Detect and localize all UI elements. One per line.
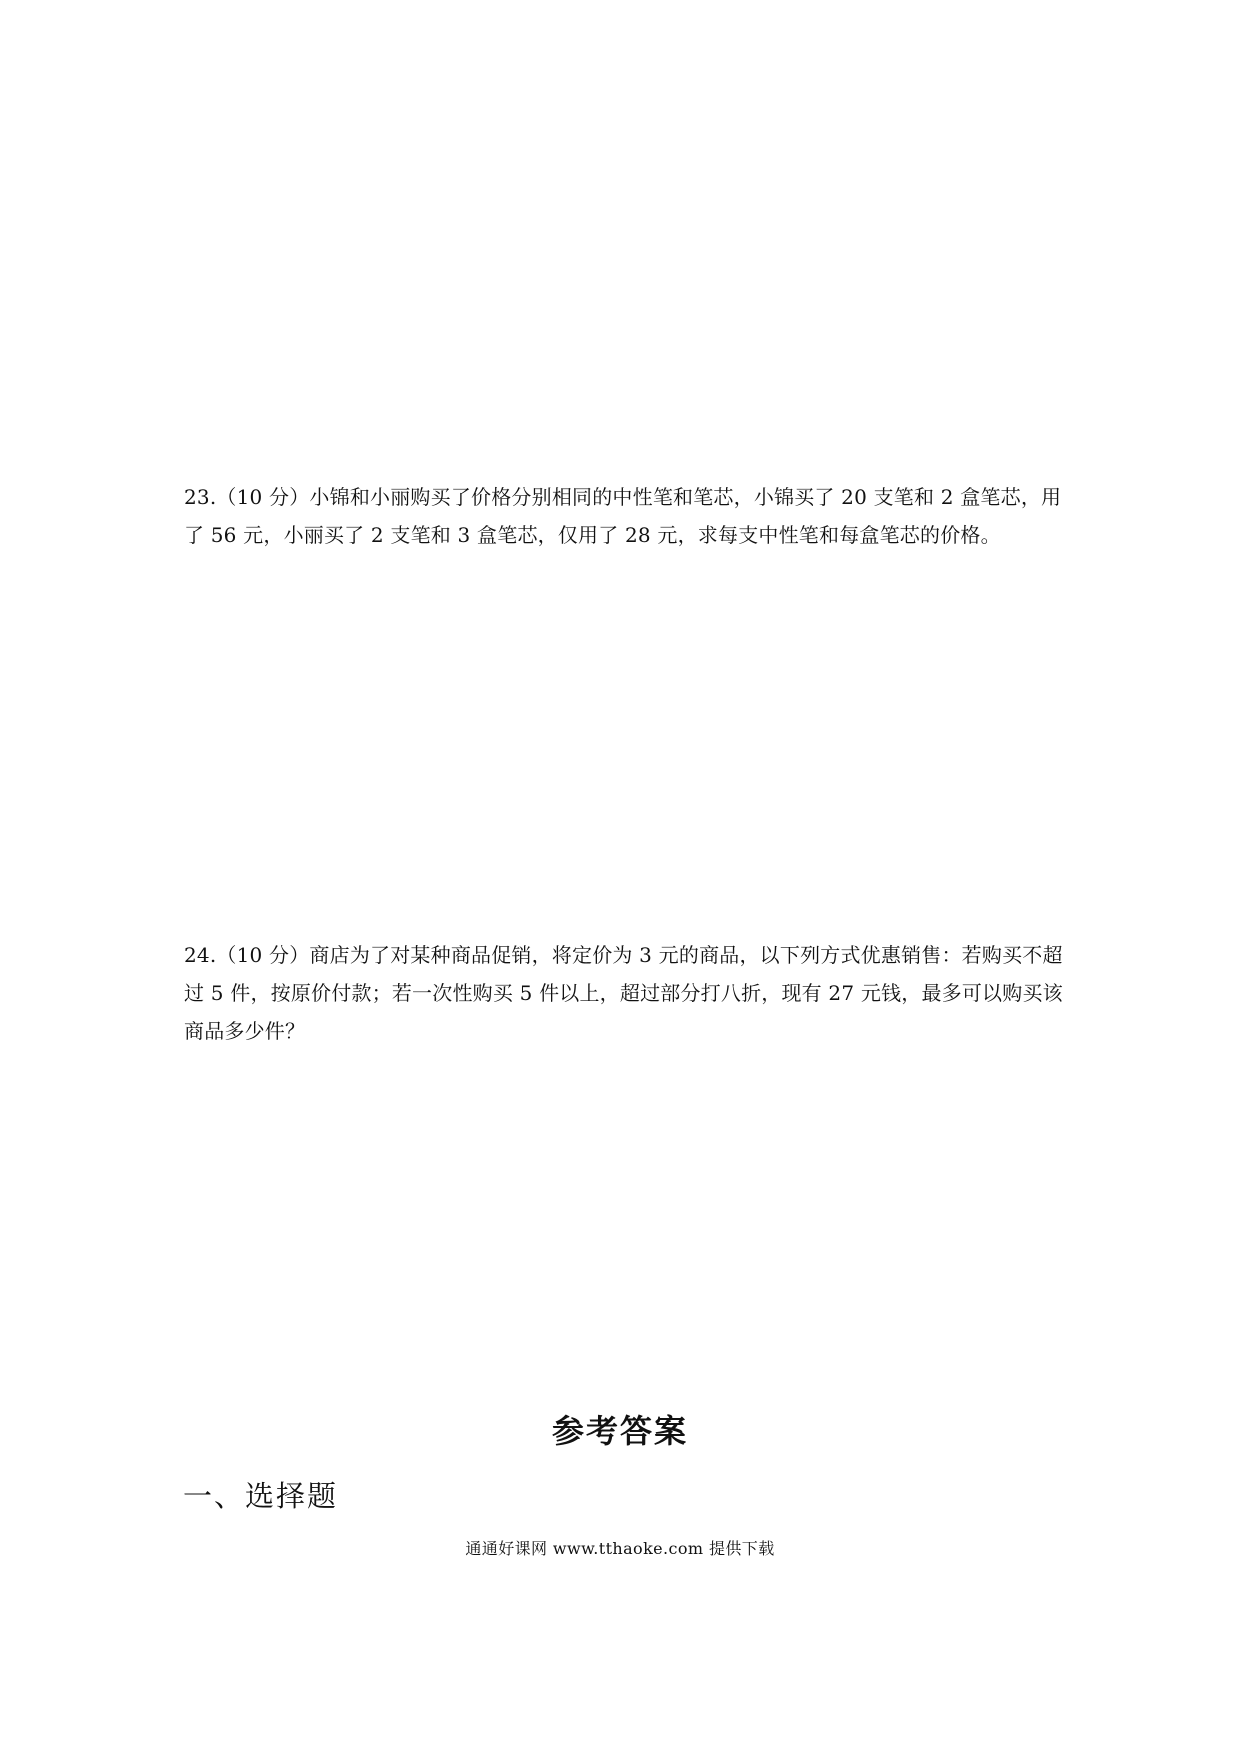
section-title: 一、选择题 (183, 1479, 339, 1513)
question-23 (184, 478, 1064, 554)
question-number: 24. (184, 943, 217, 967)
answer-title: 参考答案 (551, 1412, 688, 1450)
footer-source: 通通好课网 www.tthaoke.com 提供下载 (465, 1539, 775, 1558)
question-number: 23. (184, 485, 217, 509)
question-text: （10 分）小锦和小丽购买了价格分别相同的中性笔和笔芯，小锦买了 20 支笔和 2 盒笔芯，用了 56 元，小丽买了 2 支笔和 3 盒笔芯，仅用了 28 元，求每支中性笔和每盒笔芯的价格。 (184, 485, 1062, 547)
question-24 (184, 936, 1064, 1050)
question-text: （10 分）商店为了对某种商品促销，将定价为 3 元的商品，以下列方式优惠销售：若购买不超过 5 件，按原价付款；若一次性购买 5 件以上，超过部分打八折，现有 27 元钱，最多可以购买该商品多少件？ (184, 943, 1063, 1043)
